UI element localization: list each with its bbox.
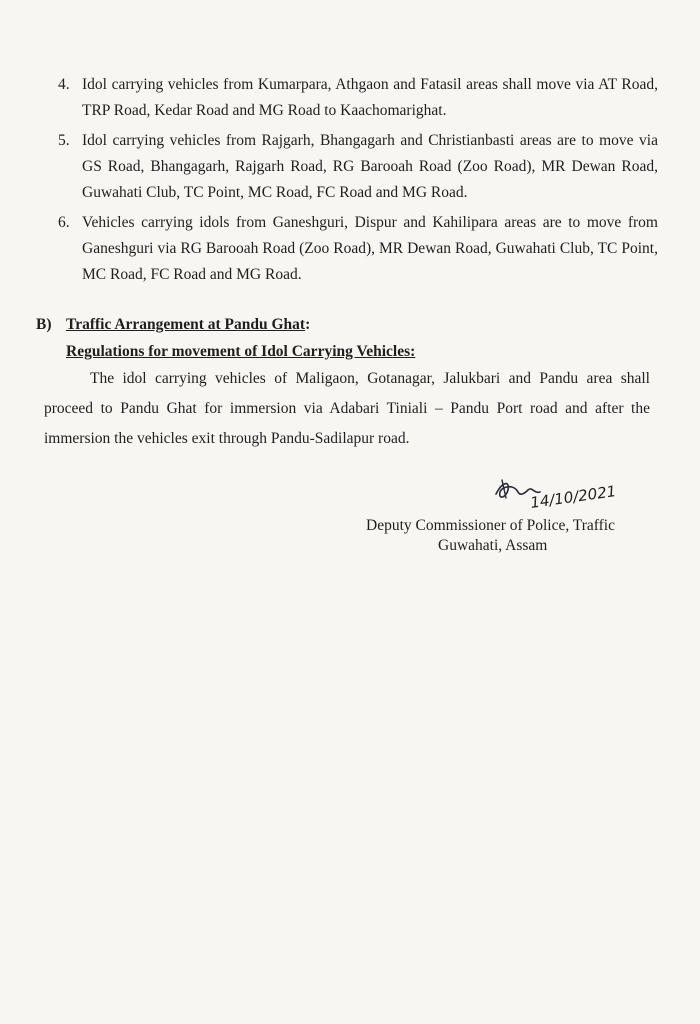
list-number: 6. xyxy=(58,214,70,231)
section-title-colon: : xyxy=(305,316,311,333)
section-label: B) xyxy=(36,316,52,333)
section-title xyxy=(66,312,310,338)
signatory-designation: Deputy Commissioner of Police, Traffic xyxy=(366,517,615,534)
list-text: Idol carrying vehicles from Rajgarh, Bhangagarh and Christianbasti areas are to move via GS Road, Bhangagarh, Rajgarh Road, RG Barooah Road (Zoo Road), MR Dewan Road, Guwahati Club, TC Point, MC Road, FC Road and MG Road. xyxy=(82,132,658,201)
list-number: 4. xyxy=(58,76,70,93)
list-text: Idol carrying vehicles from Kumarpara, Athgaon and Fatasil areas shall move via AT Road, TRP Road, Kedar Road and MG Road to Kaachomarighat. xyxy=(82,76,658,119)
list-text: Vehicles carrying idols from Ganeshguri, Dispur and Kahilipara areas are to move from Ganeshguri via RG Barooah Road (Zoo Road), MR Dewan Road, Guwahati Club, TC Point, MC Road, FC Road and MG Road. xyxy=(82,214,658,283)
list-item-5 xyxy=(58,128,658,206)
section-subheading: Regulations for movement of Idol Carrying Vehicles: xyxy=(66,343,416,360)
section-title-text: Traffic Arrangement at Pandu Ghat xyxy=(66,316,306,333)
list-item-4 xyxy=(58,72,658,124)
list-number: 5. xyxy=(58,132,70,149)
section-paragraph: The idol carrying vehicles of Maligaon, Gotanagar, Jalukbari and Pandu area shall proceed to Pandu Ghat for immersion via Adabari Tiniali – Pandu Port road and after the immersion the vehicles exit through Pandu-Sadilapur road. xyxy=(44,370,650,447)
signature-date: 14/10/2021 xyxy=(529,482,618,512)
list-item-6 xyxy=(58,210,658,288)
signatory-location: Guwahati, Assam xyxy=(438,537,548,554)
